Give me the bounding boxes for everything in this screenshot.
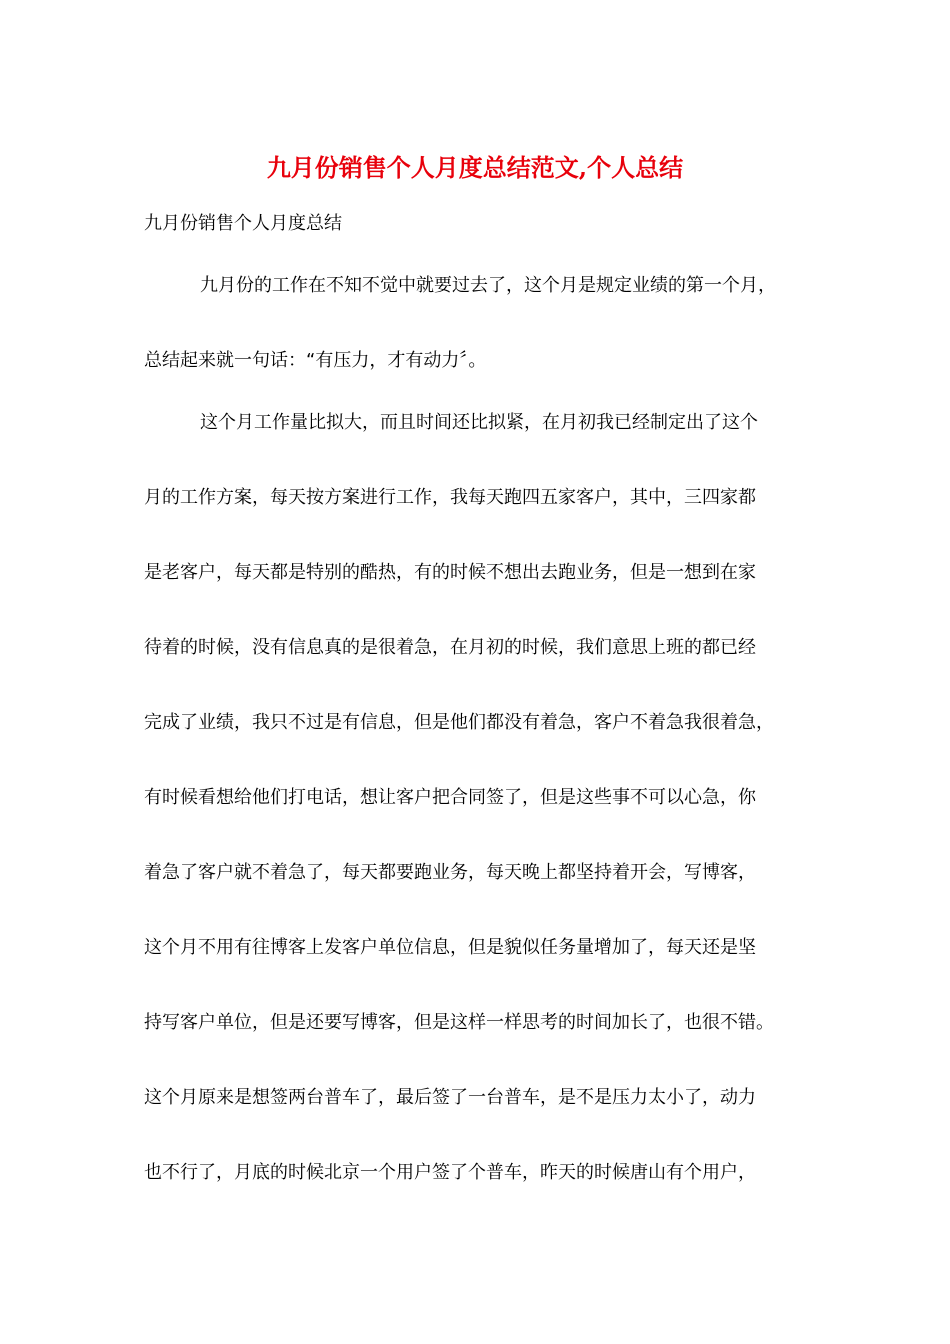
paragraph-line: 有时候看想给他们打电话，想让客户把合同签了，但是这些事不可以心急，你: [144, 787, 756, 808]
paragraph-line: 这个月不用有往博客上发客户单位信息，但是貌似任务量增加了，每天还是坚: [144, 937, 756, 958]
paragraph-line: 这个月原来是想签两台普车了，最后签了一台普车，是不是压力太小了，动力: [144, 1087, 756, 1108]
paragraph-line: 九月份的工作在不知不觉中就要过去了，这个月是规定业绩的第一个月，: [200, 275, 776, 296]
paragraph-line: 是老客户，每天都是特别的酷热，有的时候不想出去跑业务，但是一想到在家: [144, 562, 756, 583]
document-subtitle: 九月份销售个人月度总结: [144, 213, 342, 234]
paragraph-line: 持写客户单位，但是还要写博客，但是这样一样思考的时间加长了，也很不错。: [144, 1012, 774, 1033]
paragraph-line: 总结起来就一句话：“有压力，才有动力〞。: [144, 350, 487, 371]
paragraph-line: 完成了业绩，我只不过是有信息，但是他们都没有着急，客户不着急我很着急，: [144, 712, 774, 733]
document-title: 九月份销售个人月度总结范文,个人总结: [266, 153, 684, 182]
paragraph-line: 待着的时候，没有信息真的是很着急，在月初的时候，我们意思上班的都已经: [144, 637, 756, 658]
paragraph-line: 月的工作方案，每天按方案进行工作，我每天跑四五家客户，其中，三四家都: [144, 487, 756, 508]
paragraph-line: 也不行了，月底的时候北京一个用户签了个普车，昨天的时候唐山有个用户，: [144, 1162, 756, 1183]
paragraph-line: 着急了客户就不着急了，每天都要跑业务，每天晚上都坚持着开会，写博客，: [144, 862, 756, 883]
paragraph-line: 这个月工作量比拟大，而且时间还比拟紧，在月初我已经制定出了这个: [200, 412, 758, 433]
